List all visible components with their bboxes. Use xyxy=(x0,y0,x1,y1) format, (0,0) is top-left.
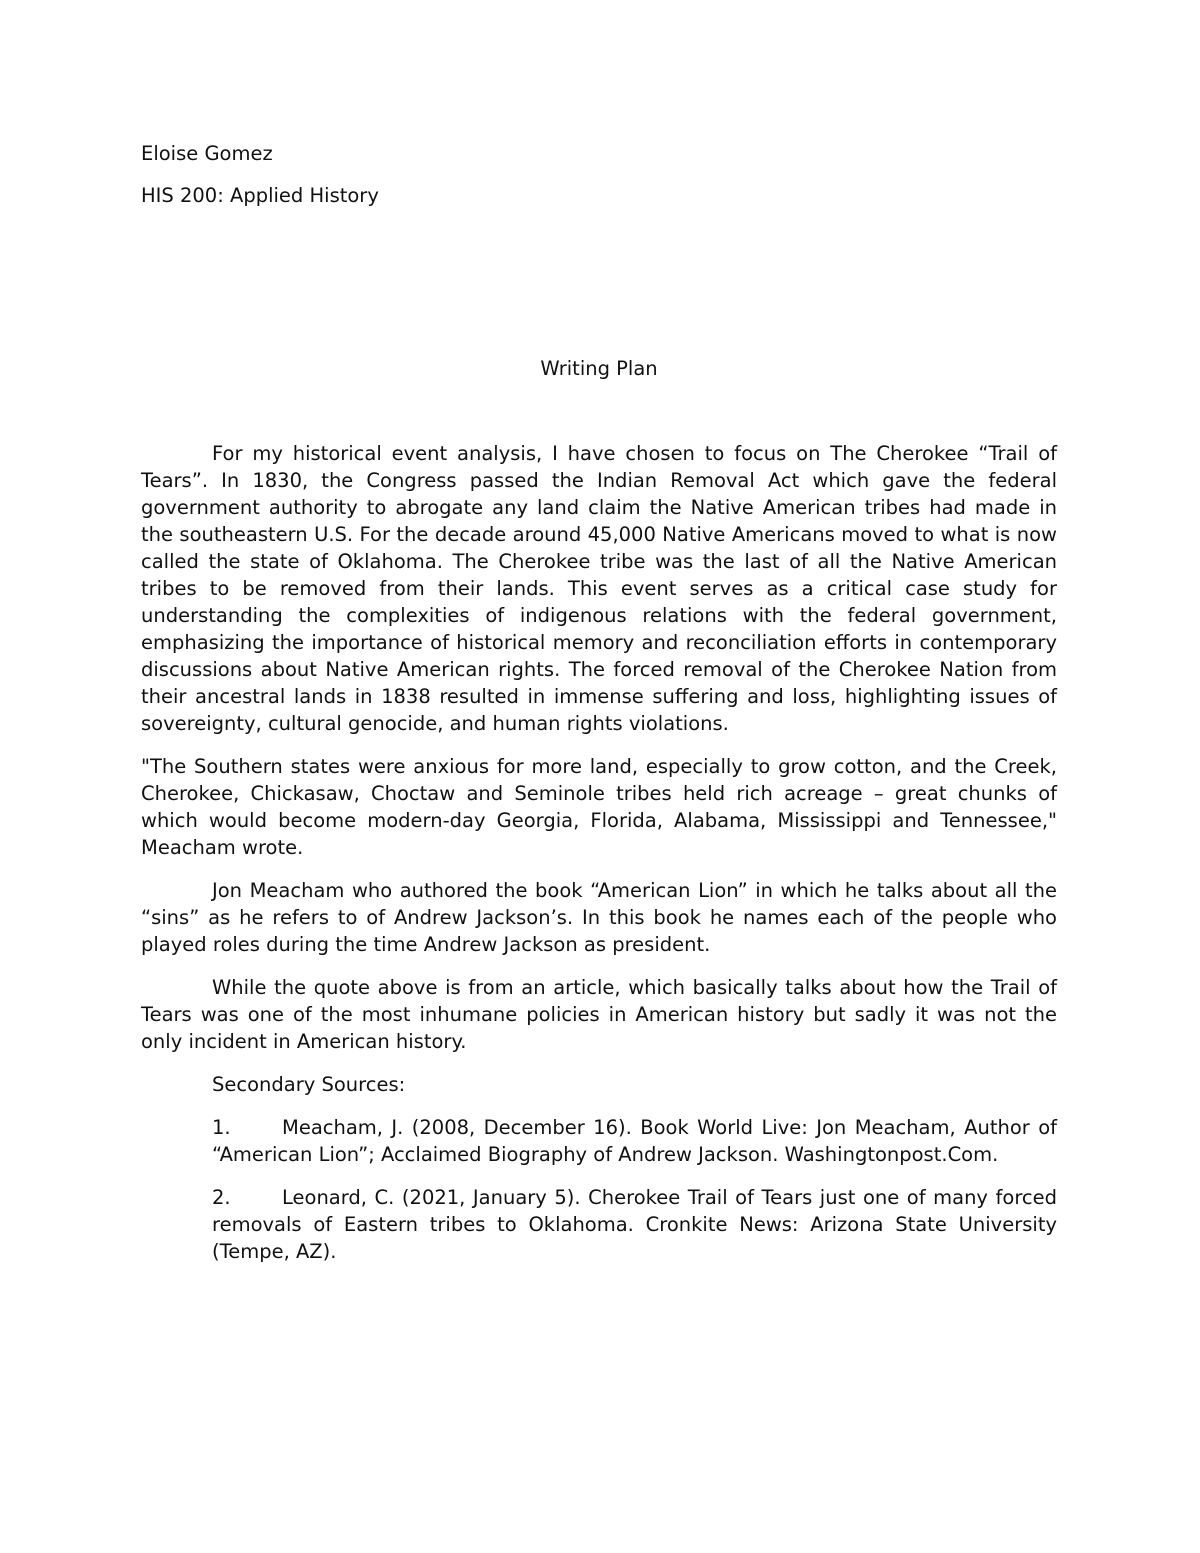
source-item xyxy=(141,1184,1057,1265)
course-name: HIS 200: Applied History xyxy=(141,184,379,207)
intro-paragraph: For my historical event analysis, I have chosen to focus on The Cherokee “Trail of Tears”. In 1830, the Congress passed the Indian Removal Act which gave the federal government authority to abrogate any land claim the Native American tribes had made in the southeastern U.S. For the decade around 45,000 Native Americans moved to what is now called the state of Oklahoma. The Cherokee tribe was the last of all the Native American tribes to be removed from their lands. This event serves as a critical case study for understanding the complexities of indigenous relations with the federal government, emphasizing the importance of historical memory and reconciliation efforts in contemporary discussions about Native American rights. The forced removal of the Cherokee Nation from their ancestral lands in 1838 resulted in immense suffering and loss, highlighting issues of sovereignty, cultural genocide, and human rights violations. xyxy=(141,442,1057,735)
source-citation: Leonard, C. (2021, January 5). Cherokee Trail of Tears just one of many forced removals of Eastern tribes to Oklahoma. Cronkite News: Arizona State University (Tempe, AZ). xyxy=(212,1186,1057,1263)
article-paragraph: While the quote above is from an article, which basically talks about how the Trail of Tears was one of the most inhumane policies in American history but sadly it was not the only incident in American history. xyxy=(141,976,1057,1053)
meacham-paragraph: Jon Meacham who authored the book “American Lion” in which he talks about all the “sins” as he refers to of Andrew Jackson’s. In this book he names each of the people who played roles during the time Andrew Jackson as president. xyxy=(141,879,1057,956)
source-citation: Meacham, J. (2008, December 16). Book World Live: Jon Meacham, Author of “American Lion”; Acclaimed Biography of Andrew Jackson. Washingtonpost.Com. xyxy=(212,1116,1057,1166)
quote-paragraph: "The Southern states were anxious for more land, especially to grow cotton, and the Creek, Cherokee, Chickasaw, Choctaw and Seminole tribes held rich acreage – great chunks of which would become modern-day Georgia, Florida, Alabama, Mississippi and Tennessee," Meacham wrote. xyxy=(141,755,1057,859)
source-number: 2. xyxy=(212,1186,231,1209)
document-title: Writing Plan xyxy=(540,357,658,380)
source-item xyxy=(141,1114,1057,1168)
author-name: Eloise Gomez xyxy=(141,142,273,165)
sources-heading: Secondary Sources: xyxy=(212,1073,406,1096)
document-body xyxy=(141,440,1057,1281)
source-number: 1. xyxy=(212,1116,231,1139)
document-page xyxy=(141,0,1057,1553)
